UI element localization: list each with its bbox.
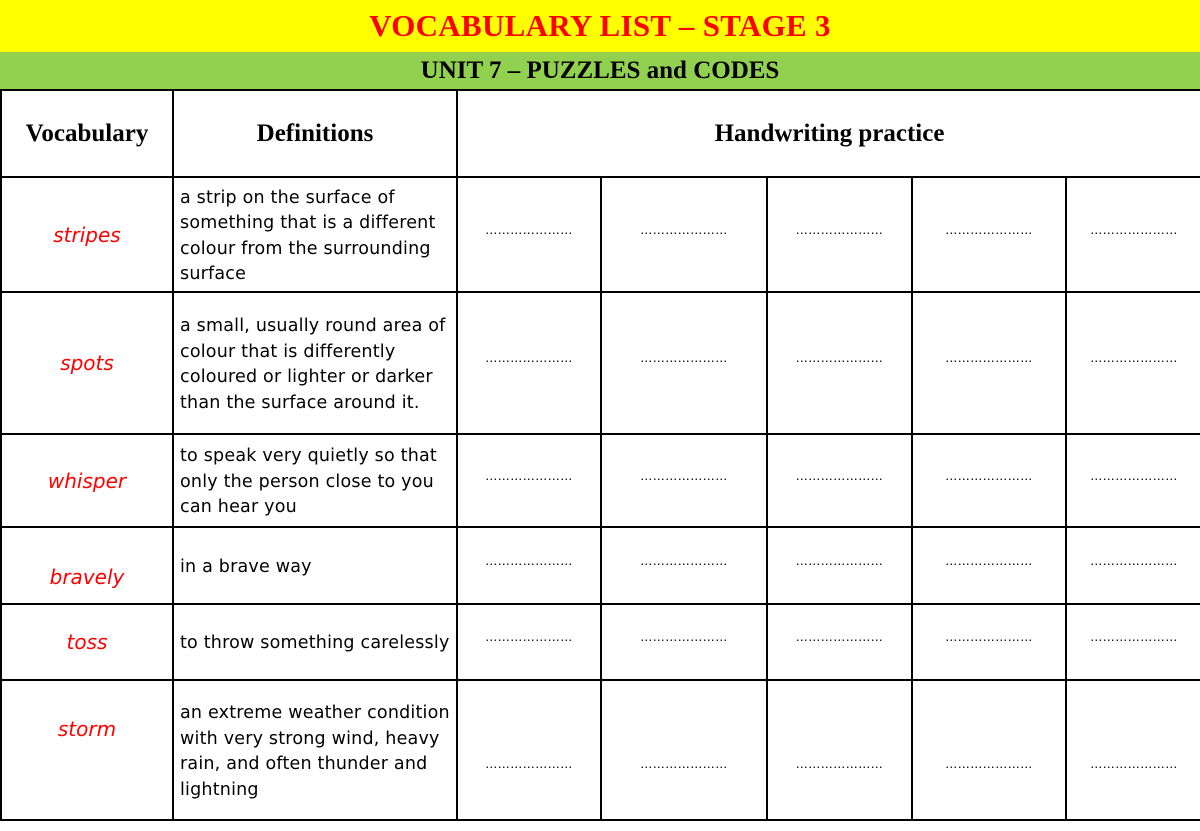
handwriting-blank[interactable]: …………………: [767, 177, 912, 292]
definition-text: in a brave way: [173, 527, 457, 604]
vocabulary-word: storm: [1, 680, 173, 820]
handwriting-blank[interactable]: …………………: [601, 604, 767, 680]
handwriting-blank[interactable]: …………………: [457, 604, 601, 680]
handwriting-blank[interactable]: …………………: [912, 604, 1066, 680]
definition-text: to speak very quietly so that only the person close to you can hear you: [173, 434, 457, 527]
handwriting-blank[interactable]: …………………: [601, 680, 767, 820]
handwriting-blank[interactable]: …………………: [1066, 177, 1200, 292]
header-row: [1, 90, 1200, 177]
handwriting-blank[interactable]: …………………: [601, 434, 767, 527]
handwriting-blank[interactable]: …………………: [457, 434, 601, 527]
handwriting-blank[interactable]: …………………: [457, 292, 601, 434]
definition-text: a strip on the surface of something that is a different colour from the surrounding surface: [173, 177, 457, 292]
handwriting-blank[interactable]: …………………: [457, 527, 601, 604]
handwriting-blank[interactable]: …………………: [601, 292, 767, 434]
column-header-definitions: Definitions: [173, 90, 457, 177]
vocabulary-word: whisper: [1, 434, 173, 527]
handwriting-blank[interactable]: …………………: [767, 604, 912, 680]
unit-subtitle: UNIT 7 – PUZZLES and CODES: [0, 52, 1200, 90]
handwriting-blank[interactable]: …………………: [1066, 292, 1200, 434]
page-title: VOCABULARY LIST – STAGE 3: [0, 0, 1200, 52]
handwriting-blank[interactable]: …………………: [601, 527, 767, 604]
vocabulary-word: bravely: [1, 527, 173, 604]
handwriting-blank[interactable]: …………………: [1066, 434, 1200, 527]
handwriting-blank[interactable]: …………………: [1066, 680, 1200, 820]
handwriting-blank[interactable]: …………………: [1066, 604, 1200, 680]
handwriting-blank[interactable]: …………………: [912, 292, 1066, 434]
handwriting-blank[interactable]: …………………: [767, 527, 912, 604]
handwriting-blank[interactable]: …………………: [457, 680, 601, 820]
handwriting-blank[interactable]: …………………: [912, 680, 1066, 820]
vocabulary-word: toss: [1, 604, 173, 680]
table-row: [1, 292, 1200, 434]
table-row: [1, 604, 1200, 680]
definition-text: an extreme weather condition with very strong wind, heavy rain, and often thunder and lightning: [173, 680, 457, 820]
handwriting-blank[interactable]: …………………: [767, 680, 912, 820]
handwriting-blank[interactable]: …………………: [601, 177, 767, 292]
handwriting-blank[interactable]: …………………: [767, 292, 912, 434]
column-header-handwriting-practice: Handwriting practice: [457, 90, 1200, 177]
table-row: [1, 680, 1200, 820]
definition-text: a small, usually round area of colour that is differently coloured or lighter or darker than the surface around it.: [173, 292, 457, 434]
definition-text: to throw something carelessly: [173, 604, 457, 680]
handwriting-blank[interactable]: …………………: [1066, 527, 1200, 604]
table-row: [1, 177, 1200, 292]
handwriting-blank[interactable]: …………………: [912, 527, 1066, 604]
handwriting-blank[interactable]: …………………: [457, 177, 601, 292]
table-row: [1, 527, 1200, 604]
column-header-vocabulary: Vocabulary: [1, 90, 173, 177]
handwriting-blank[interactable]: …………………: [912, 434, 1066, 527]
table-row: [1, 434, 1200, 527]
vocabulary-table: [0, 89, 1200, 821]
vocabulary-word: stripes: [1, 177, 173, 292]
handwriting-blank[interactable]: …………………: [767, 434, 912, 527]
vocabulary-word: spots: [1, 292, 173, 434]
handwriting-blank[interactable]: …………………: [912, 177, 1066, 292]
